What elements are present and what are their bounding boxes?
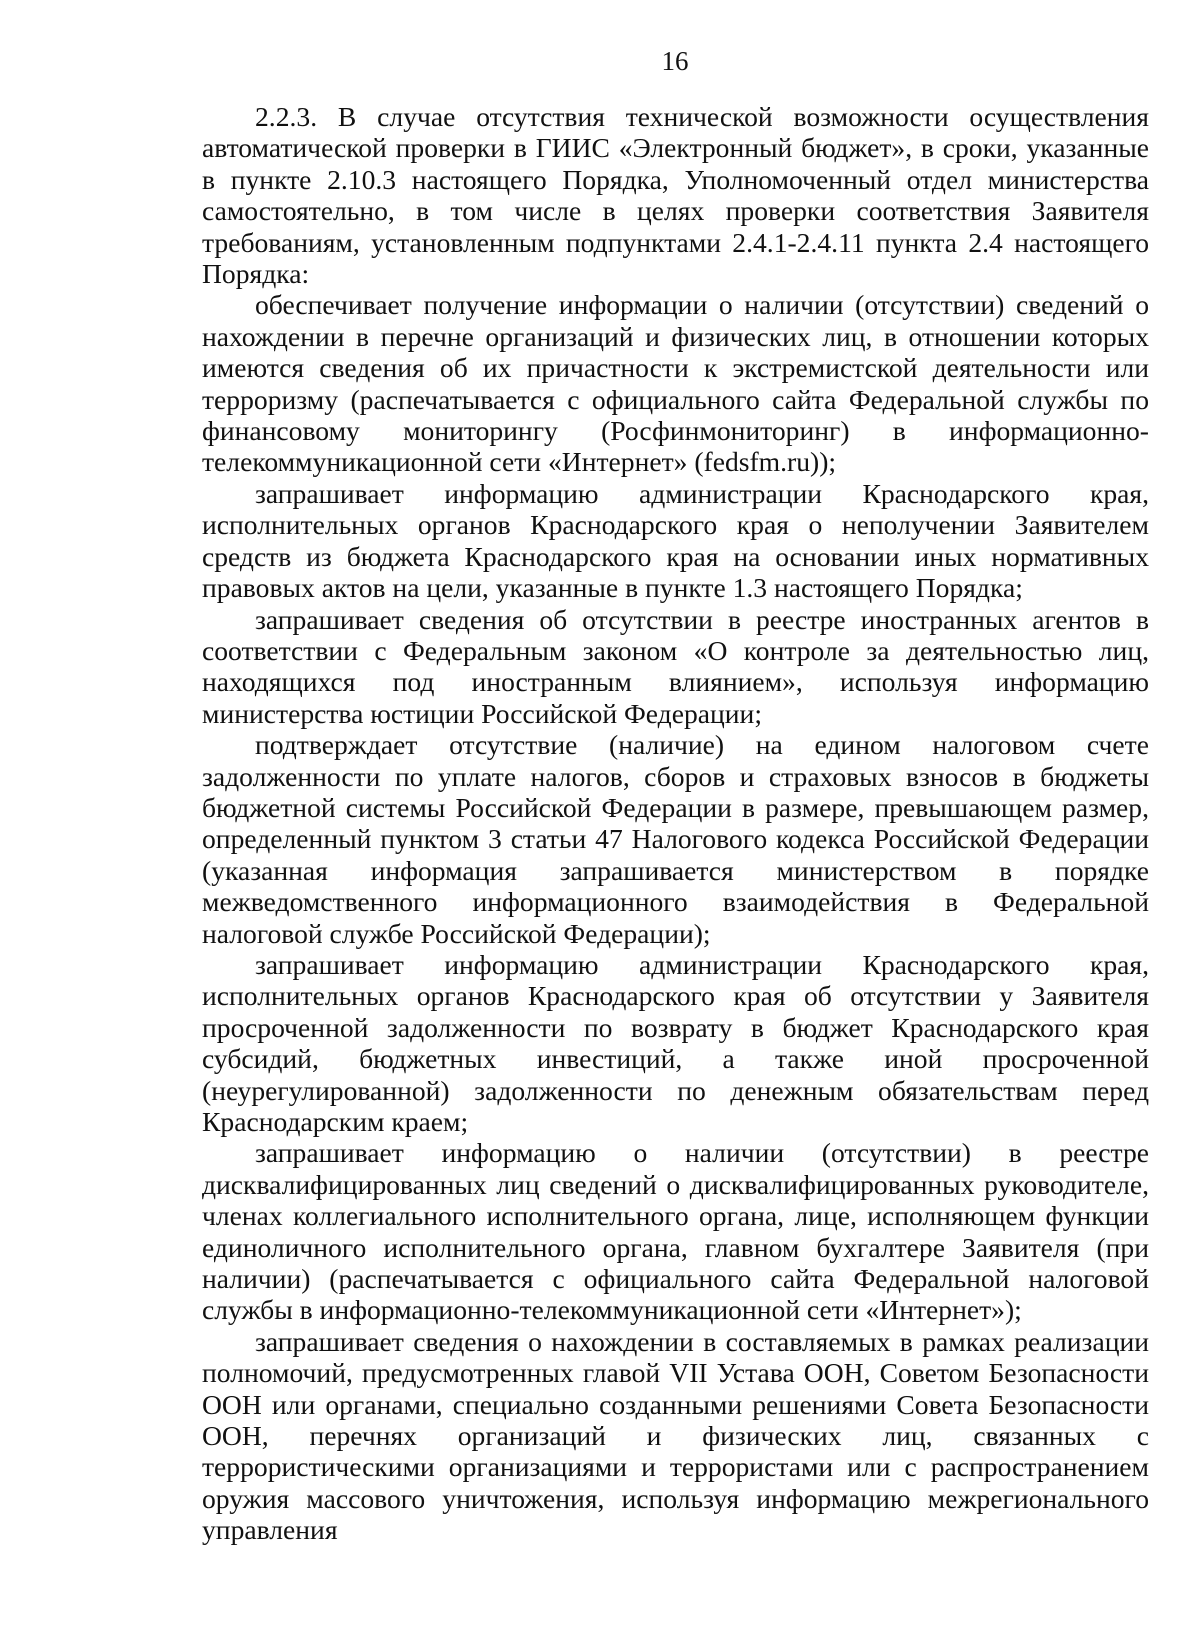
page-number: 16 bbox=[661, 46, 689, 76]
paragraph-foreign-agents: запрашивает сведения об отсутствии в реестре иностранных агентов в соответствии с Федеральным законом «О контроле за деятельностью лиц, находящихся под иностранным влиянием», используя информацию министерства юстиции Российской Федерации; bbox=[202, 603, 1149, 729]
paragraph-rosfinmonitoring: обеспечивает получение информации о наличии (отсутствии) сведений о нахождении в перечне организаций и физических лиц, в отношении которых имеются сведения об их причастности к экстремистской деятельности или терроризму (распечатывается с официального сайта Федеральной службы по финансовому мониторингу (Росфинмониторинг) в информационно-телекоммуникационной сети «Интернет» (fedsfm.ru)); bbox=[202, 289, 1149, 478]
paragraph-tax-debt: подтверждает отсутствие (наличие) на едином налоговом счете задолженности по уплате налогов, сборов и страховых взносов в бюджеты бюджетной системы Российской Федерации в размере, превышающем размер, определенный пунктом 3 статьи 47 Налогового кодекса Российской Федерации (указанная информация запрашивается министерством в порядке межведомственного информационного взаимодействия в Федеральной налоговой службе Российской Федерации); bbox=[202, 729, 1149, 949]
paragraph-2-2-3: 2.2.3. В случае отсутствия технической возможности осуществления автоматической проверки в ГИИС «Электронный бюджет», в сроки, указанные в пункте 2.10.3 настоящего Порядка, Уполномоченный отдел министерства самостоятельно, в том числе в целях проверки соответствия Заявителя требованиям, установленным подпунктами 2.4.1-2.4.11 пункта 2.4 настоящего Порядка: bbox=[202, 101, 1149, 290]
paragraph-overdue-debt: запрашивает информацию администрации Краснодарского края, исполнительных органов Краснодарского края об отсутствии у Заявителя просроченной задолженности по возврату в бюджет Краснодарского края субсидий, бюджетных инвестиций, а также иной просроченной (неурегулированной) задолженности по денежным обязательствам перед Краснодарским краем; bbox=[202, 948, 1149, 1137]
document-body bbox=[202, 101, 1149, 1546]
paragraph-disqualified-persons: запрашивает информацию о наличии (отсутствии) в реестре дисквалифицированных лиц сведений о дисквалифицированных руководителе, членах коллегиального исполнительного органа, лице, исполняющем функции единоличного исполнительного органа, главном бухгалтере Заявителя (при наличии) (распечатывается с официального сайта Федеральной налоговой службы в информационно-телекоммуникационной сети «Интернет»); bbox=[202, 1137, 1149, 1326]
paragraph-un-lists: запрашивает сведения о нахождении в составляемых в рамках реализации полномочий, предусмотренных главой VII Устава ООН, Советом Безопасности ООН или органами, специально созданными решениями Совета Безопасности ООН, перечнях организаций и физических лиц, связанных с террористическими организациями и террористами или с распространением оружия массового уничтожения, используя информацию межрегионального управления bbox=[202, 1325, 1149, 1546]
paragraph-budget-funds-request: запрашивает информацию администрации Краснодарского края, исполнительных органов Краснодарского края о неполучении Заявителем средств из бюджета Краснодарского края на основании иных нормативных правовых актов на цели, указанные в пункте 1.3 настоящего Порядка; bbox=[202, 477, 1149, 604]
